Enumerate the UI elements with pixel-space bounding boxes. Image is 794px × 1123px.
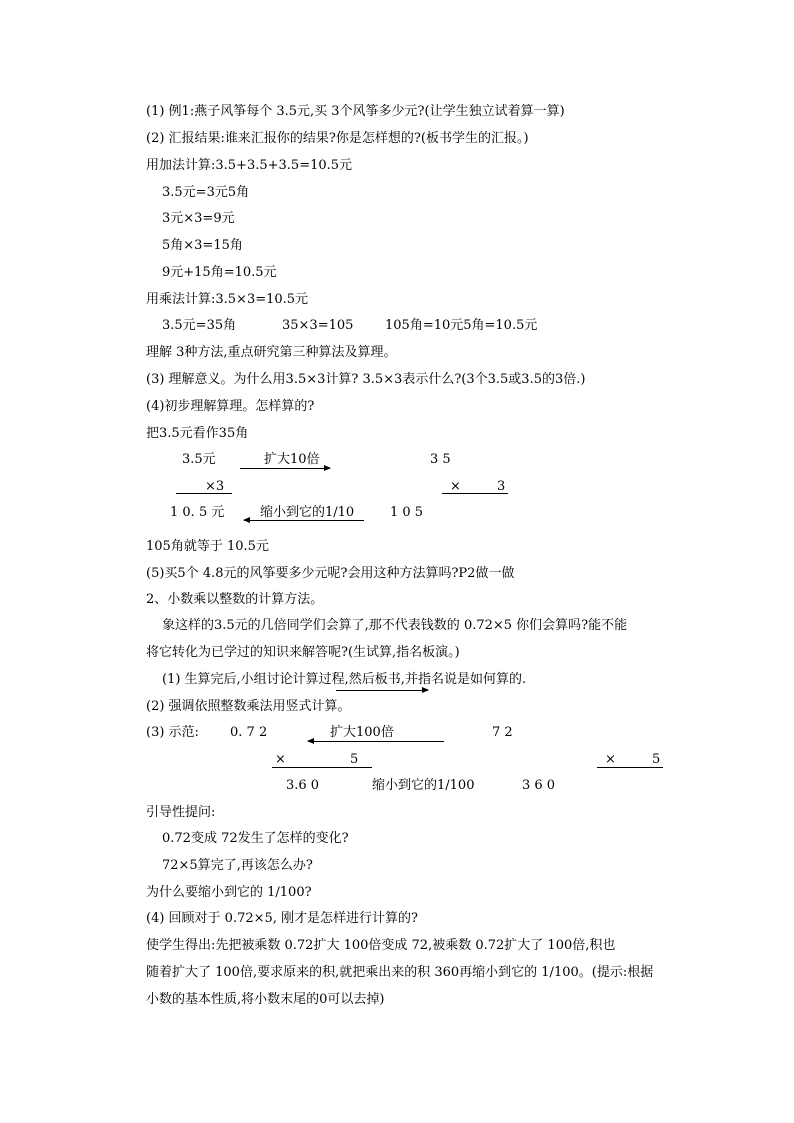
right-arrow-icon [240,468,330,469]
text-line: 5角×3=15角 [162,238,243,253]
text-line: 用加法计算:3.5+3.5+3.5=10.5元 [146,158,353,173]
text-line: 35×3=105 [282,318,354,333]
text-line: (3) 示范: [146,725,199,740]
text-line: 3.5元=35角 [162,318,237,333]
diagram2-mult-left-x: × [275,752,286,767]
diagram1-top-right: 3 5 [430,452,451,467]
text-line: 将它转化为已学过的知识来解答呢?(生试算,指名板演。) [146,645,460,660]
text-line: 2、小数乘以整数的计算方法。 [146,592,324,607]
text-line: (2) 强调依照整数乘法用竖式计算。 [146,699,351,714]
diagram1-bottom-right: 1 0 5 [390,505,424,520]
diagram2-top-label: 扩大100倍 [330,725,394,740]
diagram2-rule-right [597,767,663,768]
diagram1-bottom-left: 1 0. 5 元 [170,505,225,520]
text-line: (5)买5个 4.8元的风筝要多少元呢?会用这种方法算吗?P2做一做 [146,566,515,581]
diagram2-rule-left [272,767,372,768]
text-line: (1) 生算完后,小组讨论计算过程,然后板书,并指名说是如何算的. [162,672,527,687]
text-line: 为什么要缩小到它的 1/100? [146,885,312,900]
text-line: 3.5元=3元5角 [162,185,250,200]
text-line: (1) 例1:燕子风筝每个 3.5元,买 3个风筝多少元?(让学生独立试着算一算) [146,104,565,119]
diagram2-bottom-label: 缩小到它的1/100 [372,778,475,793]
text-line: (2) 汇报结果:谁来汇报你的结果?你是怎样想的?(板书学生的汇报。) [146,131,529,146]
text-line: 用乘法计算:3.5×3=10.5元 [146,292,309,307]
diagram2-mult-right-x: × [605,752,616,767]
diagram2-top-right: 7 2 [492,725,513,740]
text-line: 0.72变成 72发生了怎样的变化? [162,831,349,846]
text-line: (3) 理解意义。为什么用3.5×3计算? 3.5×3表示什么?(3个3.5或3.5的3倍.) [146,372,586,387]
text-line: 引导性提问: [146,805,216,820]
diagram1-mult-x: × [450,479,461,494]
text-line: 把3.5元看作35角 [146,426,249,441]
diagram1-mult-n: 3 [497,479,506,494]
left-arrow-icon [244,520,364,521]
text-line: 9元+15角=10.5元 [162,265,277,280]
diagram2-mult-left-n: 5 [350,752,359,767]
diagram1-top-left: 3.5元 [182,452,216,467]
text-line: 105角=10元5角=10.5元 [385,318,538,333]
text-line: 小数的基本性质,将小数末尾的0可以去掉) [146,992,385,1007]
diagram2-bottom-right: 3 6 0 [522,778,556,793]
diagram1-mult-left: ×3 [205,479,225,494]
text-line: (4)初步理解算理。怎样算的? [146,399,315,414]
right-arrow-icon [336,690,428,691]
text-line: 随着扩大了 100倍,要求原来的积,就把乘出来的积 360再缩小到它的 1/100。(提示:根据 [146,965,654,980]
text-line: 象这样的3.5元的几倍同学们会算了,那不代表钱数的 0.72×5 你们会算吗?能不能 [162,618,628,633]
text-line: 3元×3=9元 [162,211,235,226]
left-arrow-icon [308,741,444,742]
diagram2-bottom-left: 3.6 0 [286,778,320,793]
text-line: 105角就等于 10.5元 [146,539,269,554]
text-line: 72×5算完了,再该怎么办? [162,858,313,873]
diagram1-rule-right [442,493,508,494]
diagram2-top-left: 0. 7 2 [230,725,268,740]
diagram1-top-label: 扩大10倍 [264,452,320,467]
text-line: 使学生得出:先把被乘数 0.72扩大 100倍变成 72,被乘数 0.72扩大了 100倍,积也 [146,938,616,953]
text-line: (4) 回顾对于 0.72×5, 刚才是怎样进行计算的? [146,911,419,926]
diagram2-mult-right-n: 5 [652,752,661,767]
text-line: 理解 3种方法,重点研究第三种算法及算理。 [146,345,397,360]
diagram1-bottom-label: 缩小到它的1/10 [260,505,355,520]
diagram1-rule-left [176,493,232,494]
